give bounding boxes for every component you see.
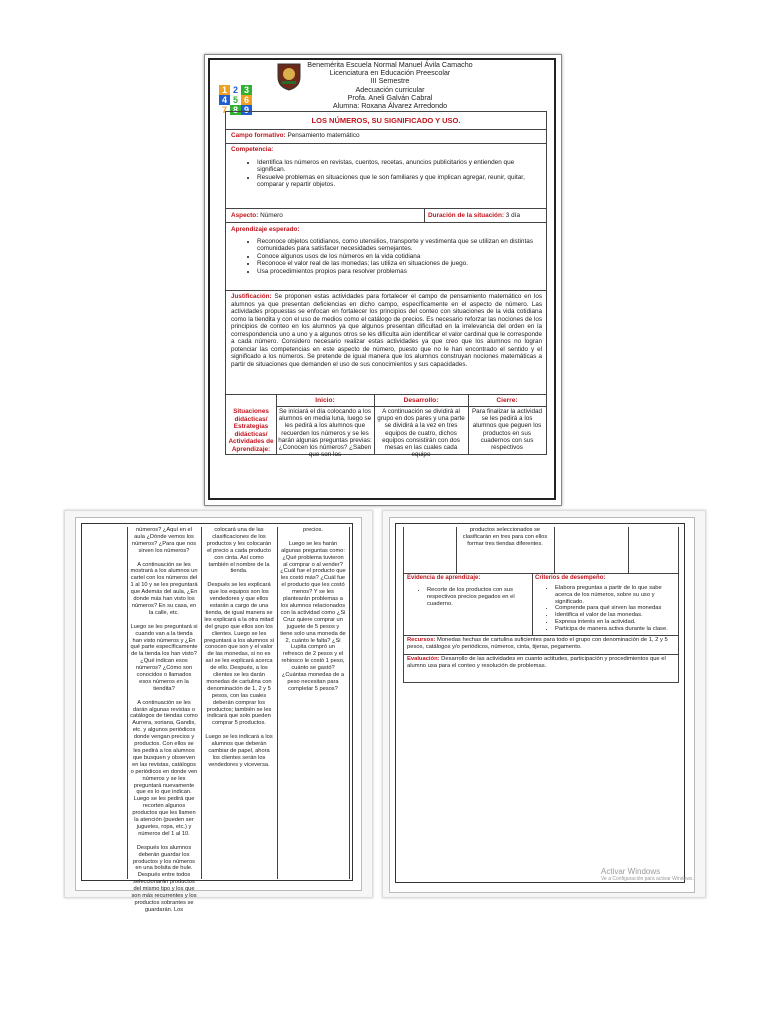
aspecto-row <box>231 212 411 220</box>
logo-digit: 2 <box>230 85 241 95</box>
recursos-label: Recursos: <box>407 637 436 643</box>
justificacion-text: Se proponen estas actividades para fortalecer el campo de pensamiento matemático en los alumnos ya que presentan deficiencias en dicho campo, específicamente en el aspecto de número. Las actividades propuestas se enfocan en fortalecer los principios del conteo con situaciones de la vida cotidiana como la tiendita y con el uso de medios como el catálogo de precios. Es necesario reforzar las nociones de los principios de conteo en los alumnos ya que algunos presentan dificultad en la irrelevancia del orden en la correspondencia uno a uno y a algunos otros se les dificulta aún identificar el valor cardinal que le corresponde a cada número. Considero necesario realizar estas actividades ya que creo que los alumnos no logran potenciar las competencias en este aspecto de número, puesto que no le han encontrado el sentido y el significado a los números. Se pretende de igual manera que los alumnos construyan nociones matemáticas a partir de situaciones que demanden el uso de sus conocimientos y sus capacidades. <box>231 293 543 368</box>
watermark-title: Activar Windows <box>601 867 661 876</box>
campo-formativo-row <box>231 132 541 140</box>
campo-label: Campo formativo: <box>231 132 286 139</box>
student-name: Alumna: Roxana Álvarez Arredondo <box>332 101 448 111</box>
aprendizaje-label: Aprendizaje esperado: <box>231 226 300 233</box>
inicio-label: Inicio: <box>315 397 335 404</box>
aprendizaje-item: • Reconoce el valor real de las monedas; las utiliza en situaciones de juego. <box>257 260 543 268</box>
watermark-subtitle: Ve a Configuración para activar Windows. <box>601 876 694 882</box>
logo-digit: 4 <box>219 95 230 105</box>
competencia-item: • Resuelve problemas en situaciones que le son familiares y que implican agregar, reunir, quitar, comparar y repartir objetos. <box>257 174 543 189</box>
document-page-3 <box>382 510 706 898</box>
teacher-name: Profa. Aneli Galván Cabral <box>347 92 433 102</box>
criterio-item: • Identifica el valor de las monedas. <box>555 612 677 619</box>
semester: III Semestre <box>370 76 410 86</box>
criterio-item: • Elabora preguntas a partir de lo que sabe acerca de los números, sobre su uso y significado. <box>555 585 677 605</box>
logo-digit: 5 <box>230 95 241 105</box>
school-seal-icon <box>275 61 303 91</box>
criterio-item: • Participa de manera activa durante la clase. <box>555 626 677 633</box>
duracion-value: 3 día <box>505 212 520 219</box>
document-header <box>305 61 475 110</box>
document-page-2 <box>64 510 373 913</box>
evidencia-block <box>407 575 527 608</box>
evaluacion-label: Evaluación: <box>407 656 440 662</box>
evidencia-item: • Recorte de los productos con sus respectivos precios pegados en el cuaderno. <box>427 587 527 608</box>
aspecto-value: Número <box>260 212 283 219</box>
logo-digit: 6 <box>241 95 252 105</box>
course-name: Adecuación curricular <box>355 84 425 94</box>
evaluacion-text: Desarrollo de las actividades en cuanto actitudes, participación y procedimientos que el alumno usa para el conteo y resolución de problemas. <box>407 656 666 669</box>
desarrollo-continuation: productos seleccionados se clasificarán en tres para con ellos formar tres tiendas diferentes. <box>462 527 548 547</box>
logo-digit: 9 <box>241 105 252 115</box>
cierre-label: Cierre: <box>496 397 518 404</box>
school-name: Benemérita Escuela Normal Manuel Ávila Camacho <box>307 60 473 69</box>
criterios-block <box>535 575 677 633</box>
aprendizaje-item: • Usa procedimientos propios para resolver problemas <box>257 268 543 276</box>
duracion-row <box>428 212 546 220</box>
continuation-table <box>127 527 351 913</box>
program-name: Licenciatura en Educación Preescolar <box>329 68 451 78</box>
criterio-item: • Comprende para qué sirven las monedas <box>555 605 677 612</box>
justificacion-block <box>231 293 542 368</box>
desarrollo-label: Desarrollo: <box>403 397 439 404</box>
cierre-text: Para finalizar la actividad se les pedirá a los alumnos que peguen los productos en sus cuadernos con sus respectivos <box>471 408 542 452</box>
criterios-label: Criterios de desempeño: <box>535 575 606 581</box>
duracion-label: Duración de la situación: <box>428 212 504 219</box>
logo-digit: 8 <box>230 105 241 115</box>
evaluacion-row <box>407 656 675 670</box>
competencia-label: Competencia: <box>231 146 274 153</box>
criterio-item: • Expresa interés en la actividad. <box>555 619 677 626</box>
plan-title: LOS NÚMEROS, SU SIGNIFICADO Y USO. <box>311 116 461 125</box>
competencia-block <box>231 146 543 189</box>
justificacion-label: Justificación: <box>231 293 272 300</box>
logo-digit: 7 <box>219 105 230 115</box>
aprendizaje-block <box>231 226 543 276</box>
logo-digit: 1 <box>219 85 230 95</box>
document-page-1 <box>204 54 562 506</box>
aprendizaje-item: • Reconoce objetos cotidianos, como utensilios, transporte y vestimenta que se utilizan en distintas comunidades para satisfacer necesidades semejantes. <box>257 238 543 253</box>
aspecto-label: Aspecto: <box>231 212 259 219</box>
planning-table <box>225 111 547 459</box>
inicio-text: Se iniciará el día colocando a los alumnos en media luna, luego se les pedirá a los alumnos que recuerden los números y se les harán algunas preguntas previas: ¿Conocen los números? ¿Saben que son los <box>278 408 372 459</box>
cierre-continuation: precios. Luego se les harán algunas preguntas como: ¿Qué problema tuvieron al comprar o al vender? ¿Cuál fue el producto que les costó más? ¿Cuál fue el producto que les costó menos? Y se les plantearán problemas a los alumnos relacionados con la actividad como ¿Si Cruz quiere comprar un juguete de 5 pesos y tiene solo una moneda de 2, cuánto le falta? ¿Si Lupita compró un refresco de 2 pesos y el rehiosco le costó 1 peso, cuánto se gastó? ¿Cuántas monedas de a peso necesitan para completar 5 pesos? <box>280 527 346 692</box>
aprendizaje-item: • Conoce algunos usos de los números en la vida cotidiana <box>257 253 543 261</box>
logo-digit: 3 <box>241 85 252 95</box>
competencia-item: • Identifica los números en revistas, cuentos, recetas, anuncios publicitarios y entienden que significan. <box>257 159 543 174</box>
activate-windows-watermark <box>601 867 711 882</box>
desarrollo-continuation: colocará una de las clasificaciones de los productos y les colocarán el precio a cada producto con cinta. Así como también el nombre de la tienda. Después se les explicará que los equipos son los vendedores y que ellos estarán a cargo de una tienda, de igual manera se les explicará a la otra mitad del grupo que ellos son los clientes. Luego se les preguntará a los alumnos si conocen que son y el valor de las monedas, si no es así se les explicará acerca de ello. Después, a los clientes se les darán monedas de cartulina con denominación de 1, 2 y 5 pesos, con las cuales deberán comprar los productos; también se les indicará que solo pueden comprar 5 productos. Luego se les indicará a los alumnos que deberán cambiar de papel, ahora los clientes serán los vendedores y viceversa. <box>204 527 274 768</box>
situaciones-label: Situaciones didácticas/ Estrategias didácticas/ Actividades de Aprendizaje: <box>228 408 274 453</box>
desarrollo-text: A continuación se dividirá al grupo en dos pares y una parte se dividirá a la vez en tres equipos de cuatro, dichos equipos consistirán con dos mesas en las cuales cada equipo <box>377 408 465 459</box>
evidencia-label: Evidencia de aprendizaje: <box>407 575 481 581</box>
recursos-row <box>407 637 675 651</box>
campo-value: Pensamiento matemático <box>287 132 360 139</box>
evaluation-table <box>403 527 679 683</box>
recursos-text: Monedas hechas de cartulina suficientes para todo el grupo con denominación de 1, 2 y 5 pesos, catálogos y/o periódicos, números, cinta, tijeras, pegamento. <box>407 637 668 650</box>
inicio-continuation: números? ¿Aquí en el aula ¿Dónde vemos los números? ¿Para que nos sirven los números? A continuación se les mostrará a los alumnos un cartel con los números del 1 al 10 y se les preguntará que Además del aula, ¿En donde más han visto los números? En su casa, en la calle, etc. Luego se les preguntará si cuando van a la tienda han visto números y ¿En qué parte específicamente de la tienda los han visto? ¿Qué indican esos números? ¿Cómo son conocidos o llamados esos números en la tiendita? A continuación se les darán algunas revistas o catálogos de tiendas como Aurrera, soriana, Gandis, etc. y algunos periódicos donde vengan precios y productos. Con ellos se les pedirá a los alumnos que busquen y observen en las revistas, catálogos o periódicos en donde ven números y se les preguntará nuevamente que es lo que indican. Luego se les pedirá que recorten algunos productos que les llamen la atención (pueden ser juguetes, ropa, etc.) y números del 1 al 10. Después los alumnos deberán guardar los productos y los números en una bolsita de hule. Después entre todos seleccionarán productos del mismo tipo y los que son más recurrentes y los productos sobrantes se guardarán. Los <box>130 527 198 913</box>
